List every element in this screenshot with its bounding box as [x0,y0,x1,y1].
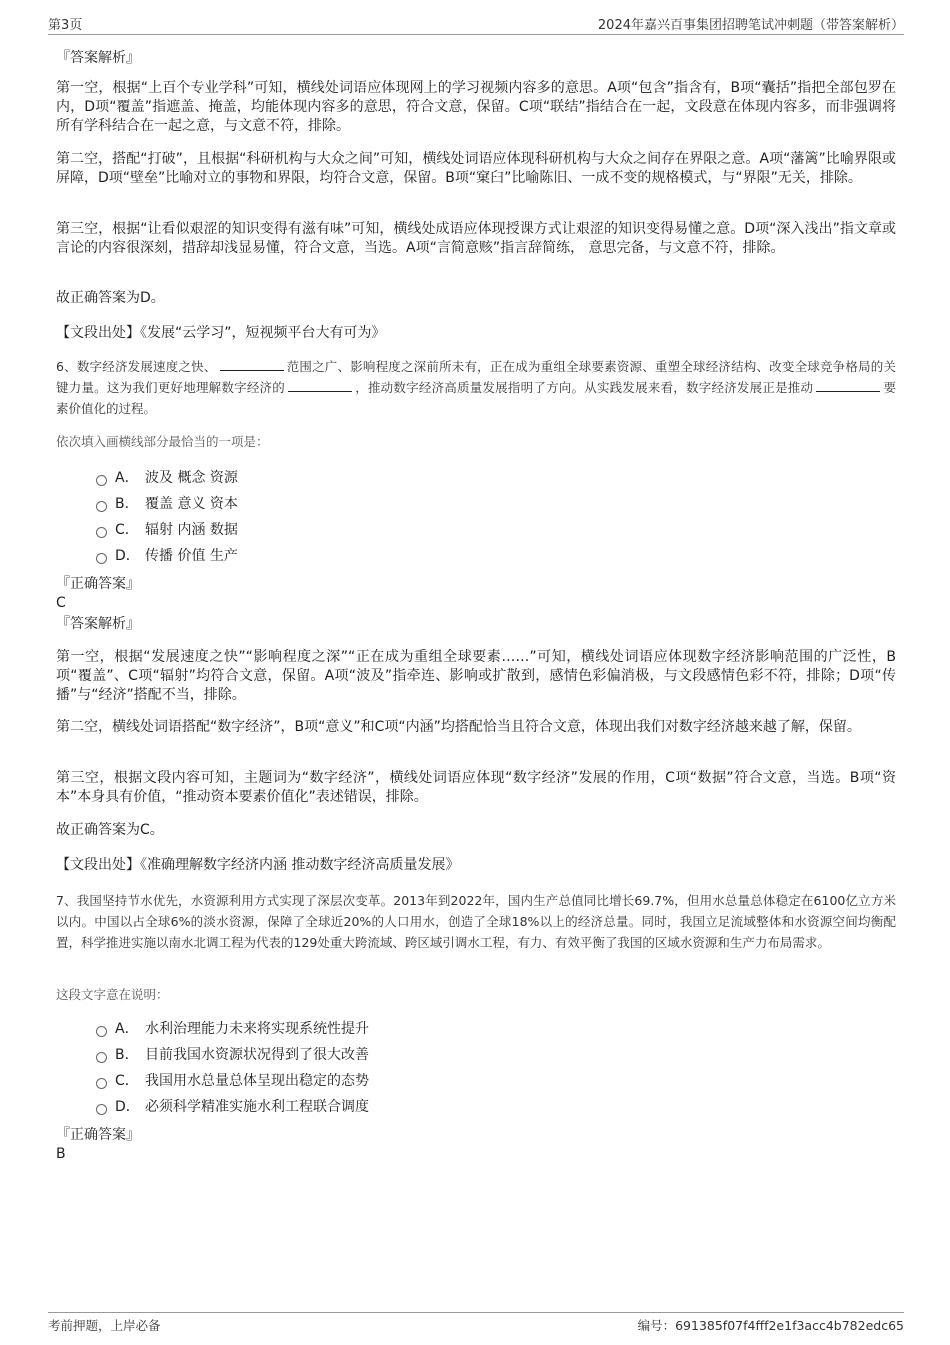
page-footer [48,1312,904,1333]
radio-icon[interactable] [96,1104,107,1115]
q5-analysis-p2: 第二空，搭配“打破”，且根据“科研机构与大众之间”可知，横线处词语应体现科研机构与大众之间存在界限之意。A项“藩篱”比喻界限或屏障，D项“壁垒”比喻对立的事物和界限，均符合文意，保留。B项“窠臼”比喻陈旧、一成不变的规格模式，与“界限”无关，排除。 [56,151,896,186]
q7-question-text: 7、我国坚持节水优先，水资源利用方式实现了深层次变革。2013年到2022年，国内生产总值同比增长69.7%，但用水总量总体稳定在6100亿立方米以内。中国以占全球6%的淡水资源，保障了全球近20%的人口用水，创造了全球18%以上的经济总量。同时，我国立足流域整体和水资源空间均衡配置，科学推进实施以南水北调工程为代表的129处重大跨流域、跨区域引调水工程，有力、有效平衡了我国的区域水资源和生产力布局需求。 [56,893,896,950]
q5-analysis-label: 『答案解析』 [56,50,140,66]
document-title: 2024年嘉兴百事集团招聘笔试冲刺题（带答案解析） [597,18,904,33]
radio-icon[interactable] [96,1078,107,1089]
q6-analysis-label: 『答案解析』 [56,616,140,632]
q6-source: 【文段出处】《准确理解数字经济内涵 推动数字经济高质量发展》 [56,857,460,873]
q5-analysis-p3: 第三空，根据“让看似艰涩的知识变得有滋有味”可知，横线处成语应体现授课方式让艰涩的知识变得易懂之意。D项“深入浅出”指文章或言论的内容很深刻，措辞却浅显易懂，符合文意，当选。A项“言简意赅”指言辞简练， 意思完备，与文意不符，排除。 [56,221,896,256]
q6-option-c[interactable]: C． 辐射 内涵 数据 [96,517,796,543]
q6-analysis-p3: 第三空，根据文段内容可知，主题词为“数字经济”，横线处词语应体现“数字经济”发展的作用，C项“数据”符合文意，当选。B项“资本”本身具有价值，“推动资本要素价值化”表述错误，排除。 [56,770,896,805]
fill-blank-1 [220,358,284,371]
footer-slogan: 考前押题，上岸必备 [48,1318,161,1333]
q7-correct-label: 『正确答案』 [56,1127,140,1143]
fill-blank-2 [288,379,352,392]
q5-analysis-p1: 第一空，根据“上百个专业学科”可知，横线处词语应体现网上的学习视频内容多的意思。A项“包含”指含有，B项“囊括”指把全部包罗在内，D项“覆盖”指遮盖、掩盖，均能体现内容多的意思，符合文意，保留。C项“联结”指结合在一起，文段意在体现内容多，而非强调将所有学科结合在一起之意，与文意不符，排除。 [56,80,896,134]
q6-prompt: 依次填入画横线部分最恰当的一项是： [56,434,269,449]
q6-options [96,465,796,569]
q6-option-d[interactable]: D． 传播 价值 生产 [96,543,796,569]
q7-option-b[interactable]: B． 目前我国水资源状况得到了很大改善 [96,1042,796,1068]
q6-analysis-p1: 第一空，根据“发展速度之快”“影响程度之深”“正在成为重组全球要素……”可知，横线处词语应体现数字经济影响范围的广泛性，B项“覆盖”、C项“辐射”均符合文意，保留。A项“波及”指牵连、影响或扩散到，感情色彩偏消极，与文段感情色彩不符，排除；D项“传播”与“经济”搭配不当，排除。 [56,649,896,703]
document-id: 编号：691385f07f4fff2e1f3acc4b782edc65 [637,1318,904,1333]
radio-icon[interactable] [96,1026,107,1037]
q7-prompt: 这段文字意在说明： [56,987,169,1002]
q6-conclusion: 故正确答案为C。 [56,822,164,838]
radio-icon[interactable] [96,475,107,486]
q5-source: 【文段出处】《发展“云学习”，短视频平台大有可为》 [56,325,386,341]
page-number: 第3页 [48,18,83,33]
q6-option-b[interactable]: B． 覆盖 意义 资本 [96,491,796,517]
q7-options [96,1016,796,1120]
radio-icon[interactable] [96,1052,107,1063]
radio-icon[interactable] [96,553,107,564]
q7-option-c[interactable]: C． 我国用水总量总体呈现出稳定的态势 [96,1068,796,1094]
q7-option-d[interactable]: D． 必须科学精准实施水利工程联合调度 [96,1094,796,1120]
fill-blank-3 [816,379,880,392]
q6-question-text: 6、数字经济发展速度之快、 范围之广、影响程度之深前所未有，正在成为重组全球要素资源、重塑全球经济结构、改变全球竞争格局的关键力量。这为我们更好地理解数字经济的 ，推动数字经济高质量发展指明了方向。从实践发展来看，数字经济发展正是推动 要素价值化的过程。 [56,359,896,416]
q6-correct-label: 『正确答案』 [56,576,140,592]
q6-option-a[interactable]: A． 波及 概念 资源 [96,465,796,491]
q6-analysis-p2: 第二空，横线处词语搭配“数字经济”，B项“意义”和C项“内涵”均搭配恰当且符合文意，体现出我们对数字经济越来越了解，保留。 [56,719,861,735]
q6-correct-answer: C [56,595,66,611]
radio-icon[interactable] [96,527,107,538]
q7-option-a[interactable]: A． 水利治理能力未来将实现系统性提升 [96,1016,796,1042]
q5-conclusion: 故正确答案为D。 [56,290,165,306]
q7-correct-answer: B [56,1146,66,1162]
page-header [48,14,904,35]
radio-icon[interactable] [96,501,107,512]
